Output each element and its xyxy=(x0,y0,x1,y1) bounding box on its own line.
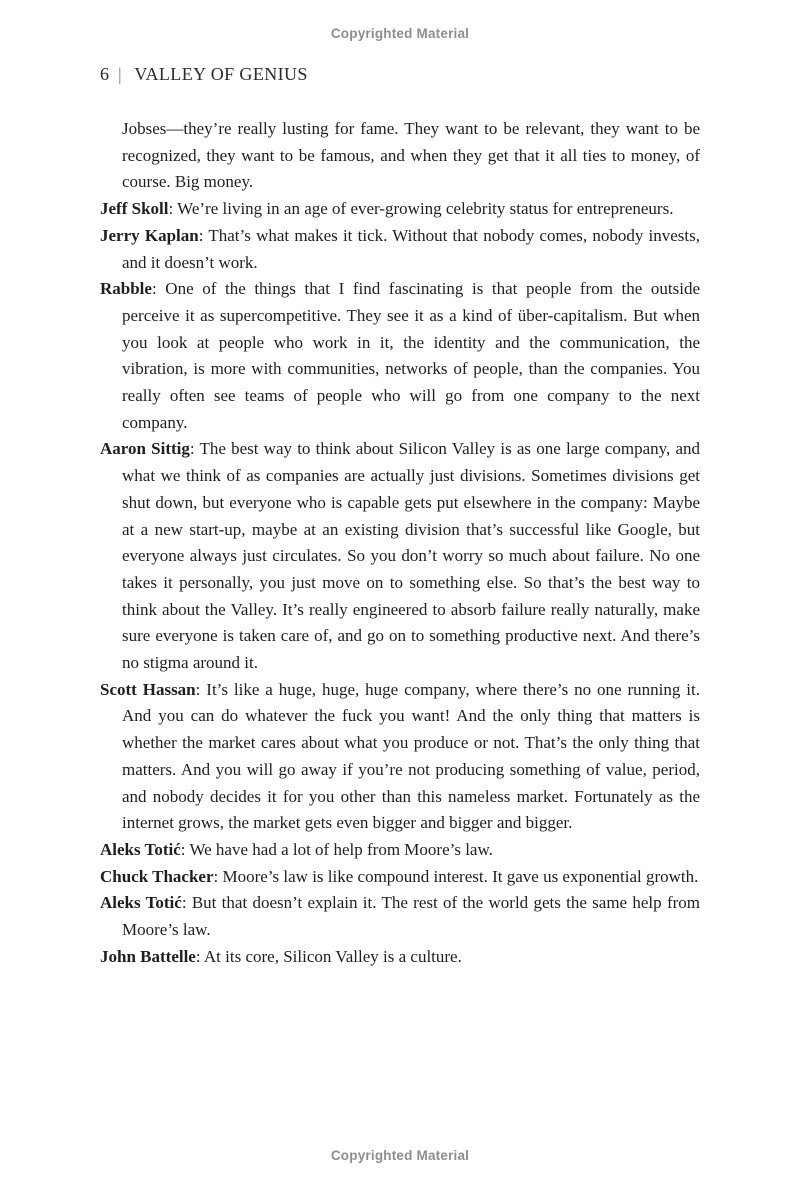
dialogue-paragraph xyxy=(100,116,700,196)
dialogue-paragraph xyxy=(100,837,700,864)
dialogue-text: One of the things that I find fascinating is that people from the outside perceive it as supercompetitive. They see it as a kind of über-capitalism. But when you look at people who work in it, the identity and the communication, the vibration, is more with communities, networks of people, than the companies. You really often see teams of people who will go from one company to the next company. xyxy=(122,279,701,432)
speaker-colon: : xyxy=(151,279,166,299)
page-number: 6 xyxy=(100,64,110,84)
dialogue-paragraph xyxy=(100,677,700,837)
dialogue-text: At its core, Silicon Valley is a culture. xyxy=(203,946,462,966)
dialogue-text: The best way to think about Silicon Valley is as one large company, and what we think of as companies are actually just divisions. Sometimes divisions get shut down, but everyone who is capable gets put elsewhere in the company: Maybe at a new start-up, maybe at an existing division that’s successful like Google, but everyone always just circulates. So you don’t worry so much about failure. No one takes it personally, you just move on to something else. So that’s the best way to think about the Valley. It’s really engineered to absorb failure really naturally, make sure everyone is taken care of, and go on to something productive next. And there’s no stigma around it. xyxy=(122,439,700,673)
speaker-colon: : xyxy=(168,199,178,219)
speaker-name: Aleks Totić xyxy=(100,839,181,859)
speaker-name: John Battelle xyxy=(100,946,196,966)
dialogue-paragraph xyxy=(100,864,700,891)
dialogue-text: But that doesn’t explain it. The rest of the world gets the same help from Moore’s law. xyxy=(122,893,700,940)
dialogue-paragraph xyxy=(100,223,700,276)
speaker-name: Chuck Thacker xyxy=(100,866,214,886)
dialogue-text: We have had a lot of help from Moore’s law. xyxy=(189,839,493,859)
dialogue-paragraph xyxy=(100,276,700,436)
speaker-colon: : xyxy=(180,839,190,859)
speaker-name: Aleks Totić xyxy=(100,893,182,913)
speaker-colon: : xyxy=(181,893,192,913)
copyright-notice-top: Copyrighted Material xyxy=(330,26,470,41)
speaker-name: Rabble xyxy=(100,279,152,299)
running-title: VALLEY OF GENIUS xyxy=(134,64,308,84)
speaker-colon: : xyxy=(189,439,200,459)
dialogue-text: We’re living in an age of ever-growing celebrity status for entrepreneurs. xyxy=(177,199,674,219)
dialogue-text: It’s like a huge, huge, huge company, where there’s no one running it. And you can do whatever the fuck you want! And the only thing that matters is whether the market cares about what you produce or not. That’s the only thing that matters. And you will go away if you’re not producing something of value, period, and nobody decides it for you other than this nameless market. Fortunately as the internet grows, the market gets even bigger and bigger and bigger. xyxy=(122,679,700,833)
speaker-name: Aaron Sittig xyxy=(100,439,190,459)
dialogue-paragraph xyxy=(100,196,700,223)
dialogue-text: Jobses—they’re really lusting for fame. They want to be relevant, they want to be recognized, they want to be famous, and when they get that it all ties to money, of course. Big money. xyxy=(122,119,700,192)
dialogue-text: That’s what makes it tick. Without that nobody comes, nobody invests, and it doesn’t work. xyxy=(122,225,701,272)
speaker-colon: : xyxy=(195,946,204,966)
page-header xyxy=(100,63,700,85)
dialogue-paragraph xyxy=(100,944,700,971)
speaker-name: Jerry Kaplan xyxy=(100,225,199,245)
speaker-name: Jeff Skoll xyxy=(100,199,169,219)
speaker-colon: : xyxy=(198,225,209,245)
dialogue-paragraph xyxy=(100,436,700,676)
dialogue-text: Moore’s law is like compound interest. It gave us exponential growth. xyxy=(222,866,699,886)
speaker-name: Scott Hassan xyxy=(100,679,196,699)
speaker-colon: : xyxy=(195,679,207,699)
copyright-notice-bottom: Copyrighted Material xyxy=(330,1148,470,1163)
header-separator: | xyxy=(119,64,122,84)
body-text xyxy=(100,116,700,971)
dialogue-paragraph xyxy=(100,890,700,943)
speaker-colon: : xyxy=(213,866,223,886)
